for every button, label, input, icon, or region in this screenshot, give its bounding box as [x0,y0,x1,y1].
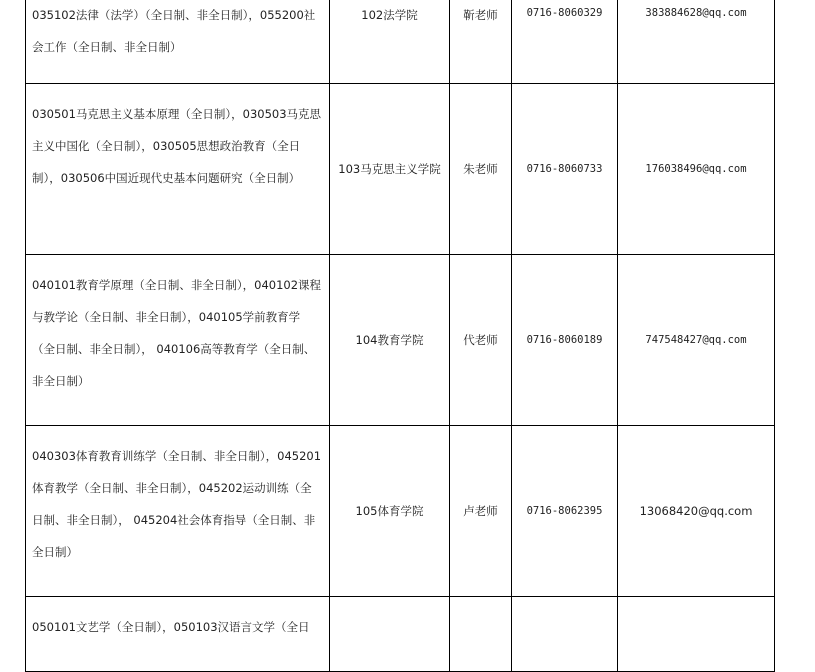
phone-cell [512,597,618,672]
college-cell: 103马克思主义学院 [330,84,450,255]
table-row [26,84,775,255]
phone-cell: 0716-8060733 [512,84,618,255]
phone-cell: 0716-8062395 [512,426,618,597]
table-row [26,255,775,426]
contact-cell [450,597,512,672]
email-cell: 176038496@qq.com [618,84,775,255]
contact-cell: 代老师 [450,255,512,426]
phone-cell: 0716-8060329 [512,0,618,84]
contacts-table [25,0,775,672]
contact-cell: 靳老师 [450,0,512,84]
table-row [26,597,775,672]
contacts-table-container [25,0,774,672]
college-cell [330,597,450,672]
majors-cell: 040303体育教育训练学（全日制、非全日制），045201体育教学（全日制、非全日制），045202运动训练（全日制、非全日制）， 045204社会体育指导（全日制、非全日制） [26,426,330,597]
email-cell: 13068420@qq.com [618,426,775,597]
contact-cell: 朱老师 [450,84,512,255]
majors-cell: 040101教育学原理（全日制、非全日制），040102课程与教学论（全日制、非全日制），040105学前教育学（全日制、非全日制）， 040106高等教育学（全日制、非全日制） [26,255,330,426]
email-cell [618,597,775,672]
table-row [26,0,775,84]
majors-cell: 035102法律（法学）（全日制、非全日制），055200社会工作（全日制、非全日制） [26,0,330,84]
majors-cell: 030501马克思主义基本原理（全日制），030503马克思主义中国化（全日制），030505思想政治教育（全日制），030506中国近现代史基本问题研究（全日制） [26,84,330,255]
phone-cell: 0716-8060189 [512,255,618,426]
table-row [26,426,775,597]
email-cell: 383884628@qq.com [618,0,775,84]
email-cell: 747548427@qq.com [618,255,775,426]
college-cell: 102法学院 [330,0,450,84]
college-cell: 105体育学院 [330,426,450,597]
college-cell: 104教育学院 [330,255,450,426]
contact-cell: 卢老师 [450,426,512,597]
majors-cell: 050101文艺学（全日制），050103汉语言文学（全日 [26,597,330,672]
